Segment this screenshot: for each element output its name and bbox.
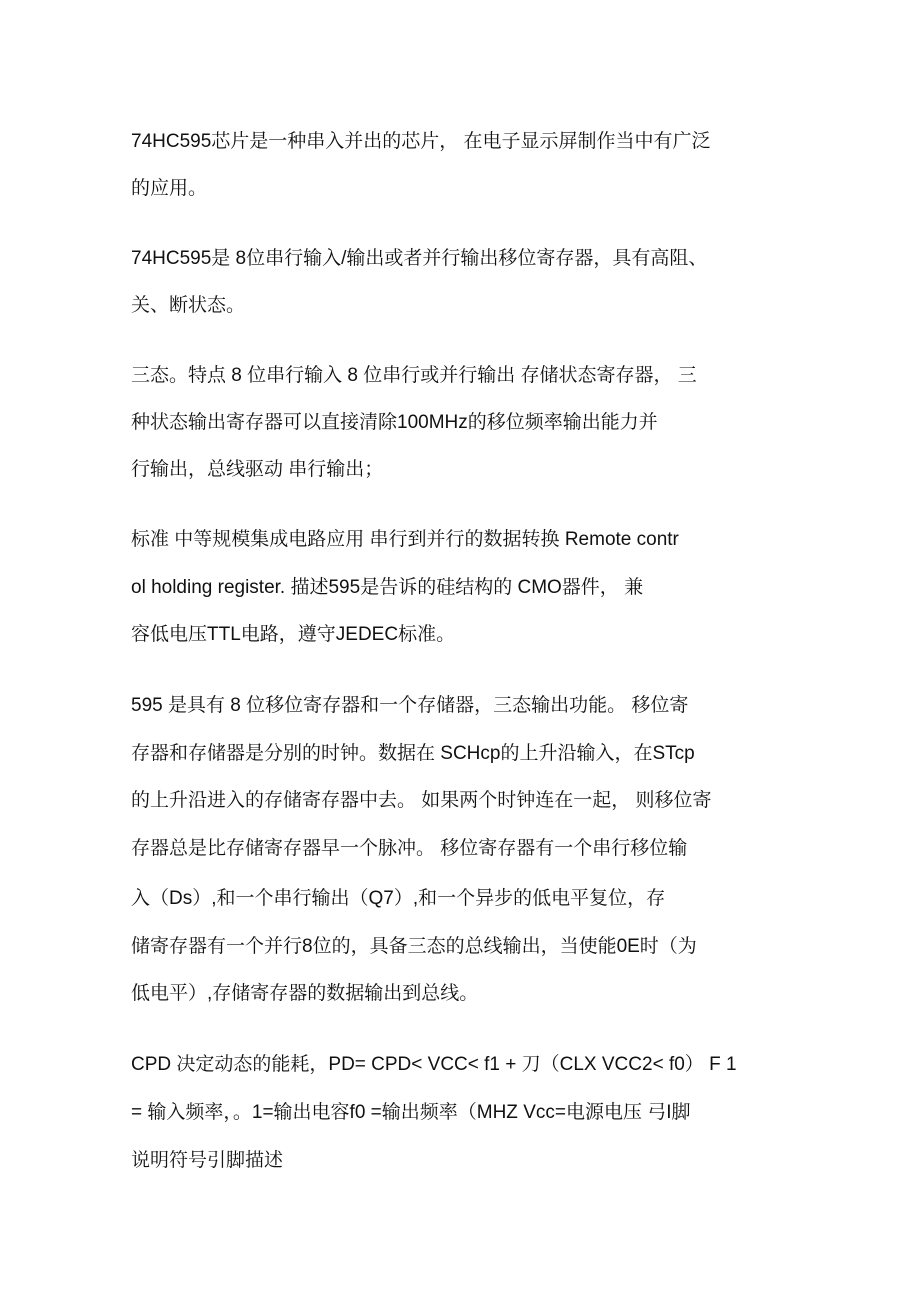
paragraph-2-line: 74HC595是 8位串行输入/输出或者并行输出移位寄存器，具有高阻、 <box>131 248 708 269</box>
paragraph-5-line: 低电平）,存储寄存器的数据输出到总线。 <box>131 983 479 1004</box>
paragraph-6-line: 说明符号引脚描述 <box>131 1150 284 1171</box>
paragraph-5-line: 595 是具有 8 位移位寄存器和一个存储器，三态输出功能。 移位寄 <box>131 695 689 716</box>
paragraph-5-line: 入（Ds）,和一个串行输出（Q7）,和一个异步的低电平复位，存 <box>131 888 666 909</box>
paragraph-5-line: 存器总是比存储寄存器早一个脉冲。 移位寄存器有一个串行移位输 <box>131 838 688 859</box>
paragraph-4-line: ol holding register. 描述595是告诉的硅结构的 CMO器件， 兼 <box>131 577 644 598</box>
paragraph-3-line: 行输出，总线驱动 串行输出； <box>131 459 384 480</box>
paragraph-2-line: 关、断状态。 <box>131 295 246 316</box>
paragraph-5-line: 储寄存器有一个并行8位的，具备三态的总线输出，当使能0E时（为 <box>131 936 697 957</box>
paragraph-5-line: 存器和存储器是分别的时钟。数据在 SCHcp的上升沿输入，在STcp <box>131 743 695 764</box>
paragraph-4-line: 容低电压TTL电路，遵守JEDEC标准。 <box>131 624 456 645</box>
paragraph-4-line: 标准 中等规模集成电路应用 串行到并行的数据转换 Remote contr <box>131 529 679 550</box>
paragraph-1-line: 74HC595芯片是一种串入并出的芯片， 在电子显示屏制作当中有广泛 <box>131 131 711 152</box>
paragraph-1-line: 的应用。 <box>131 178 208 199</box>
paragraph-6-line: CPD 决定动态的能耗，PD= CPD< VCC< f1 + 刀（CLX VCC2< f0） F 1 <box>131 1054 737 1075</box>
paragraph-3-line: 三态。特点 8 位串行输入 8 位串行或并行输出 存储状态寄存器， 三 <box>131 365 697 386</box>
paragraph-5-line: 的上升沿进入的存储寄存器中去。 如果两个时钟连在一起， 则移位寄 <box>131 790 712 811</box>
paragraph-6-line: = 输入频率，。1=输出电容f0 =输出频率（MHZ Vcc=电源电压 弓I脚 <box>131 1102 691 1123</box>
paragraph-3-line: 种状态输出寄存器可以直接清除100MHz的移位频率输出能力并 <box>131 412 658 433</box>
